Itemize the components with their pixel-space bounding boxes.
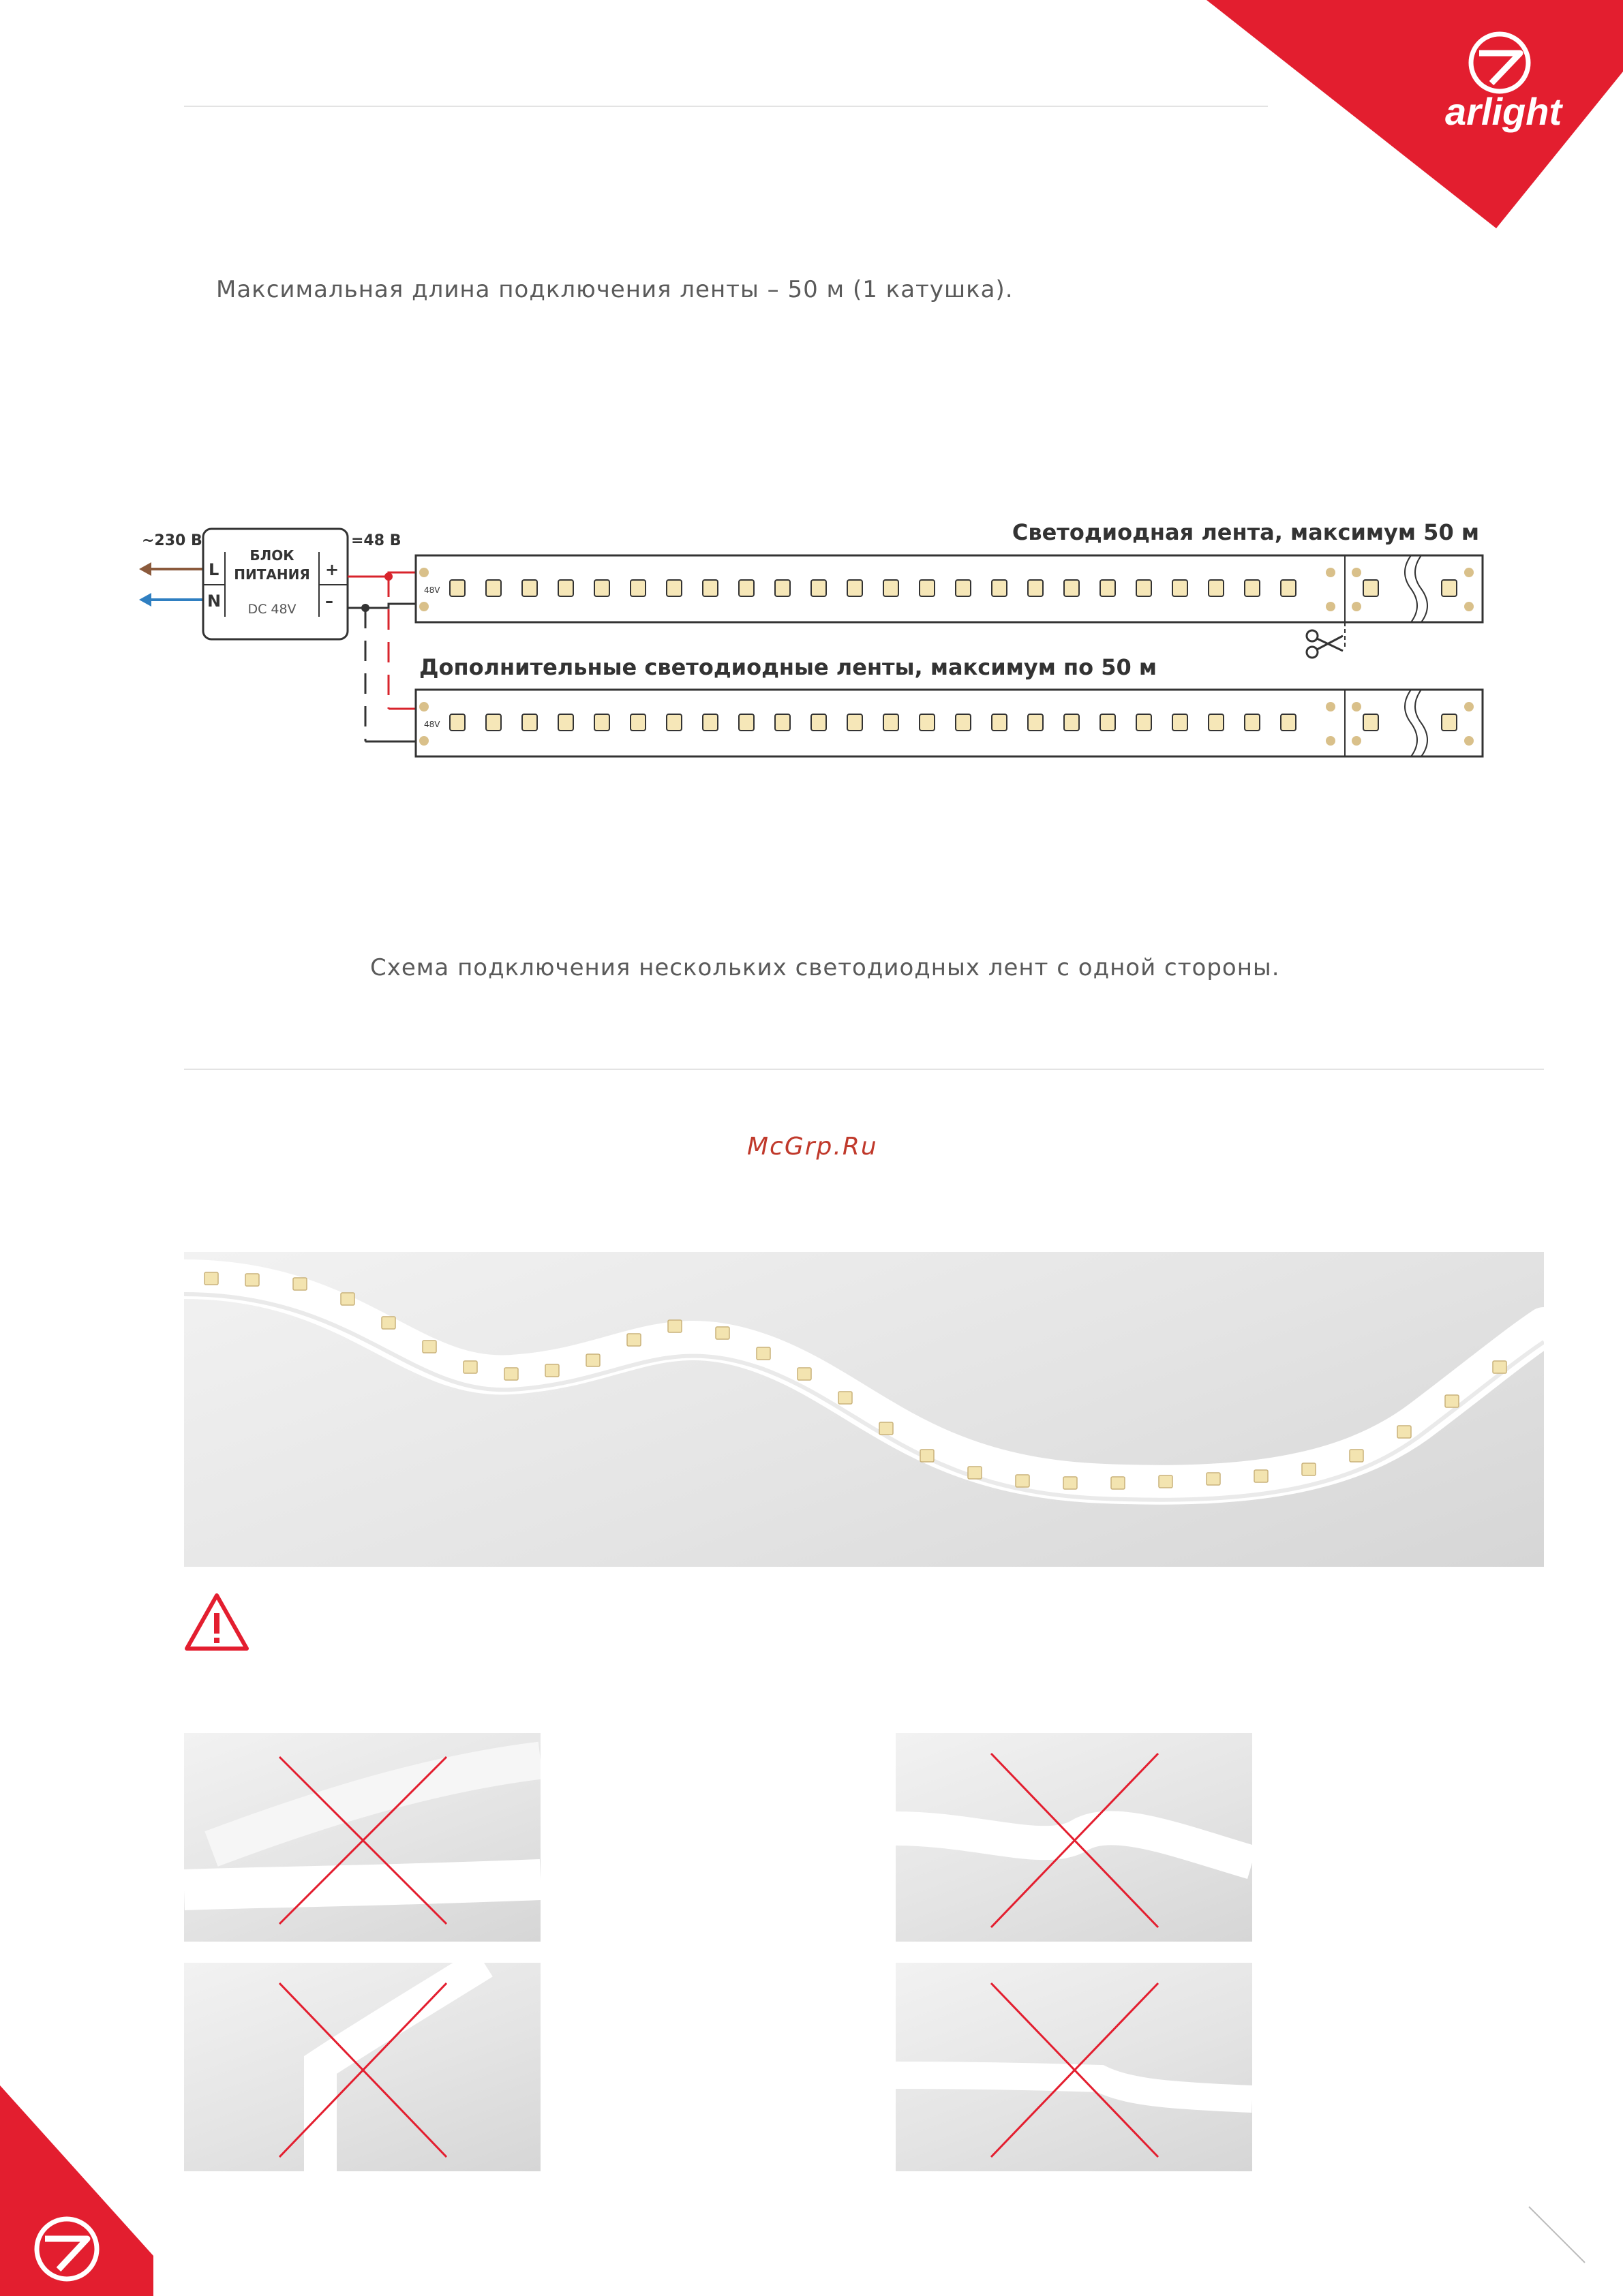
led-strip-2 bbox=[416, 690, 1483, 756]
led-chip bbox=[486, 580, 501, 596]
solder-pad bbox=[1352, 702, 1361, 711]
corner-logo-banner bbox=[1207, 0, 1623, 232]
led-chip bbox=[667, 580, 682, 596]
photo-led-chip bbox=[1111, 1477, 1125, 1489]
terminal-l: L bbox=[209, 560, 219, 579]
photo-led-chip bbox=[1207, 1473, 1220, 1485]
terminal-n: N bbox=[207, 592, 222, 611]
led-chip bbox=[703, 714, 718, 731]
psu-rating: DC 48V bbox=[247, 602, 297, 617]
power-supply-block bbox=[203, 529, 348, 639]
positive-wire bbox=[348, 572, 419, 577]
photo-led-chip bbox=[968, 1467, 982, 1479]
terminal-minus: – bbox=[325, 592, 333, 611]
warning-triangle-icon bbox=[183, 1591, 251, 1653]
led-chip bbox=[631, 714, 646, 731]
strip2-title: Дополнительные светодиодные ленты, максимум по 50 м bbox=[419, 654, 1157, 680]
scissors-icon bbox=[1307, 630, 1343, 658]
led-chip bbox=[1172, 580, 1187, 596]
solder-pad bbox=[419, 602, 429, 611]
led-chip bbox=[1209, 580, 1224, 596]
photo-led-chip bbox=[545, 1364, 559, 1377]
wrong-bend-photo-4 bbox=[896, 1963, 1252, 2171]
solder-pad bbox=[1464, 568, 1474, 577]
photo-led-chip bbox=[586, 1354, 600, 1366]
led-chip bbox=[558, 714, 573, 731]
wrong-bend-photo-1 bbox=[184, 1733, 541, 1942]
led-chip bbox=[920, 714, 935, 731]
led-chip bbox=[992, 714, 1007, 731]
photo-led-chip bbox=[1302, 1463, 1316, 1475]
solder-pad bbox=[419, 736, 429, 746]
led-chip bbox=[450, 714, 465, 731]
led-chip bbox=[847, 580, 862, 596]
solder-pad bbox=[1352, 602, 1361, 611]
photo-led-chip bbox=[1397, 1426, 1411, 1438]
led-chip bbox=[703, 580, 718, 596]
led-chip bbox=[775, 714, 790, 731]
led-chip bbox=[992, 580, 1007, 596]
led-chip bbox=[1136, 714, 1151, 731]
led-chip bbox=[956, 580, 971, 596]
led-chip bbox=[594, 580, 609, 596]
led-chip bbox=[1209, 714, 1224, 731]
led-strip-1 bbox=[416, 555, 1483, 622]
photo-led-chip bbox=[627, 1334, 641, 1346]
led-chip bbox=[1100, 580, 1115, 596]
watermark: McGrp.Ru bbox=[747, 1133, 878, 1161]
led-strip-photo bbox=[184, 1252, 1544, 1567]
led-chip bbox=[1281, 580, 1296, 596]
led-chip bbox=[522, 714, 537, 731]
photo-led-chip bbox=[504, 1368, 518, 1380]
wrong-bend-photo-3 bbox=[184, 1963, 541, 2171]
led-chip bbox=[1064, 580, 1079, 596]
led-chip bbox=[739, 580, 754, 596]
solder-pad bbox=[1352, 736, 1361, 746]
photo-led-chip bbox=[1063, 1477, 1077, 1489]
neutral-arrow bbox=[139, 593, 151, 607]
led-chip bbox=[631, 580, 646, 596]
photo-led-chip bbox=[204, 1272, 218, 1285]
led-chip bbox=[594, 714, 609, 731]
solder-pad bbox=[1464, 736, 1474, 746]
photo-led-chip bbox=[920, 1450, 934, 1462]
led-chip bbox=[1064, 714, 1079, 731]
diagram-caption: Схема подключения нескольких светодиодных лент с одной стороны. bbox=[370, 954, 1280, 981]
led-chip bbox=[1100, 714, 1115, 731]
solder-pad bbox=[1352, 568, 1361, 577]
led-chip bbox=[1028, 580, 1043, 596]
photo-led-chip bbox=[382, 1317, 395, 1329]
photo-led-chip bbox=[668, 1320, 682, 1332]
led-chip bbox=[522, 580, 537, 596]
led-chip bbox=[811, 714, 826, 731]
photo-led-chip bbox=[1493, 1361, 1506, 1373]
solder-pad bbox=[1326, 568, 1335, 577]
led-chip bbox=[883, 714, 898, 731]
live-arrow bbox=[139, 562, 151, 576]
led-chip bbox=[883, 580, 898, 596]
corner-decoration bbox=[1523, 2201, 1605, 2269]
photo-led-chip bbox=[341, 1293, 354, 1305]
led-chip bbox=[486, 714, 501, 731]
photo-led-chip bbox=[879, 1422, 893, 1435]
led-chip bbox=[558, 580, 573, 596]
output-voltage-label: =48 В bbox=[351, 532, 401, 549]
negative-wire bbox=[348, 604, 419, 608]
brand-name: arlight bbox=[1445, 90, 1562, 133]
led-chip bbox=[920, 580, 935, 596]
solder-pad bbox=[1464, 602, 1474, 611]
photo-led-chip bbox=[464, 1361, 477, 1373]
solder-pad bbox=[1326, 702, 1335, 711]
wrong-bend-photo-2 bbox=[896, 1733, 1252, 1942]
terminal-plus: + bbox=[325, 560, 339, 579]
led-chip bbox=[1363, 714, 1378, 731]
solder-pad bbox=[1326, 602, 1335, 611]
solder-pad bbox=[419, 568, 429, 577]
intro-text: Максимальная длина подключения ленты – 50 м (1 катушка). bbox=[216, 276, 1014, 303]
led-chip bbox=[1363, 580, 1378, 596]
photo-led-chip bbox=[293, 1278, 307, 1290]
photo-led-chip bbox=[798, 1368, 811, 1380]
photo-led-chip bbox=[423, 1341, 436, 1353]
strip2-voltage-mark: 48V bbox=[424, 720, 440, 729]
solder-pad bbox=[1326, 736, 1335, 746]
middle-divider bbox=[184, 1069, 1544, 1070]
photo-led-chip bbox=[1159, 1475, 1172, 1488]
photo-led-chip bbox=[1254, 1470, 1268, 1482]
photo-led-chip bbox=[1016, 1475, 1029, 1487]
led-chip bbox=[667, 714, 682, 731]
photo-led-chip bbox=[1445, 1395, 1459, 1407]
wiring-diagram bbox=[130, 511, 1500, 770]
led-chip bbox=[1245, 714, 1260, 731]
led-chip bbox=[1442, 714, 1457, 731]
photo-led-chip bbox=[757, 1347, 770, 1360]
corner-logo-bottom bbox=[0, 2085, 157, 2296]
psu-label-line1: БЛОК bbox=[249, 547, 294, 564]
led-chip bbox=[956, 714, 971, 731]
strip1-title: Светодиодная лента, максимум 50 м bbox=[1012, 519, 1479, 545]
psu-label-line2: ПИТАНИЯ bbox=[234, 566, 310, 583]
led-chip bbox=[811, 580, 826, 596]
photo-led-chip bbox=[716, 1327, 729, 1339]
solder-pad bbox=[419, 702, 429, 711]
led-chip bbox=[847, 714, 862, 731]
led-chip bbox=[775, 580, 790, 596]
led-chip bbox=[1136, 580, 1151, 596]
top-divider bbox=[184, 106, 1268, 107]
input-voltage-label: ~230 В bbox=[142, 532, 202, 549]
photo-led-chip bbox=[1350, 1450, 1363, 1462]
led-chip bbox=[450, 580, 465, 596]
photo-led-chip bbox=[245, 1274, 259, 1286]
solder-pad bbox=[1464, 702, 1474, 711]
led-chip bbox=[1172, 714, 1187, 731]
led-chip bbox=[1281, 714, 1296, 731]
strip1-voltage-mark: 48V bbox=[424, 585, 440, 595]
led-chip bbox=[1028, 714, 1043, 731]
led-chip bbox=[1245, 580, 1260, 596]
photo-led-chip bbox=[838, 1392, 852, 1404]
led-chip bbox=[739, 714, 754, 731]
led-chip bbox=[1442, 580, 1457, 596]
